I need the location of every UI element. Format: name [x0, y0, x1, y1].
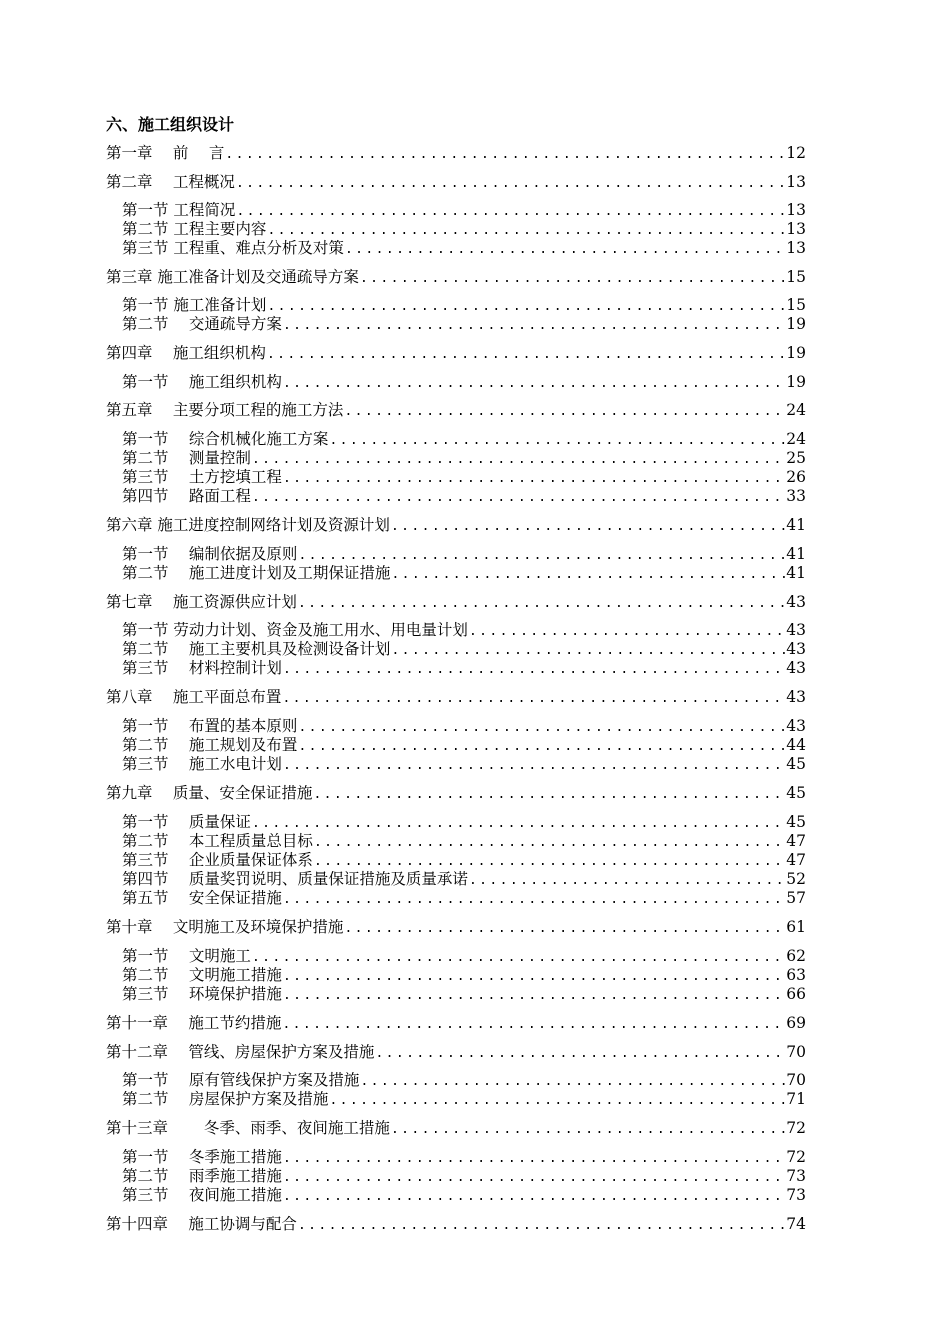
toc-section-entry[interactable] — [122, 1089, 806, 1109]
toc-entry-label: 第一节 布置的基本原则 — [122, 717, 298, 735]
toc-chapter-entry[interactable] — [106, 172, 806, 192]
toc-page-number: 15 — [786, 296, 806, 314]
toc-entry-label: 第二节 本工程质量总目标 — [122, 832, 313, 850]
toc-section-entry[interactable] — [122, 563, 806, 583]
toc-page-number: 72 — [786, 1119, 806, 1137]
toc-page-number: 73 — [786, 1186, 806, 1204]
toc-entry-label: 第三节 土方挖填工程 — [122, 468, 282, 486]
toc-section-entry[interactable] — [122, 850, 806, 870]
toc-entry-label: 第一章 前 言 — [106, 144, 225, 162]
toc-chapter-entry[interactable] — [106, 917, 806, 937]
toc-page-number: 43 — [786, 593, 806, 611]
toc-section-entry[interactable] — [122, 372, 806, 392]
toc-page-number: 25 — [786, 449, 806, 467]
toc-entry-label: 第十三章 冬季、雨季、夜间施工措施 — [106, 1119, 390, 1137]
toc-entry-label: 第十章 文明施工及环境保护措施 — [106, 918, 344, 936]
dot-leader — [283, 1187, 785, 1207]
toc-page-number: 45 — [786, 784, 806, 802]
toc-page-number: 13 — [786, 239, 806, 257]
toc-page-number: 41 — [786, 545, 806, 563]
toc-entry-label: 第一节 施工组织机构 — [122, 373, 282, 391]
dot-leader — [375, 1044, 785, 1064]
toc-chapter-entry[interactable] — [106, 515, 806, 535]
toc-section-entry[interactable] — [122, 448, 806, 468]
toc-section-entry[interactable] — [122, 965, 806, 985]
toc-section-entry[interactable] — [122, 1147, 806, 1167]
toc-page-number: 47 — [786, 851, 806, 869]
toc-chapter-entry[interactable] — [106, 1214, 806, 1234]
toc-entry-label: 第五章 主要分项工程的施工方法 — [106, 401, 344, 419]
toc-entry-label: 第三节 施工水电计划 — [122, 755, 282, 773]
toc-chapter-entry[interactable] — [106, 1042, 806, 1062]
toc-chapter-entry[interactable] — [106, 592, 806, 612]
toc-heading: 六、施工组织设计 — [106, 115, 235, 134]
toc-section-entry[interactable] — [122, 1185, 806, 1205]
toc-section-entry[interactable] — [122, 1070, 806, 1090]
toc-section-entry[interactable] — [122, 486, 806, 506]
toc-section-entry[interactable] — [122, 620, 806, 640]
toc-page-number: 43 — [786, 717, 806, 735]
toc-section-entry[interactable] — [122, 1166, 806, 1186]
toc-entry-label: 第十二章 管线、房屋保护方案及措施 — [106, 1043, 375, 1061]
toc-chapter-entry[interactable] — [106, 1118, 806, 1138]
dot-leader — [344, 402, 785, 422]
toc-entry-label: 第二节 施工进度计划及工期保证措施 — [122, 564, 391, 582]
toc-page-number: 43 — [786, 640, 806, 658]
toc-page-number: 44 — [786, 736, 806, 754]
toc-entry-label: 第二节 施工规划及布置 — [122, 736, 298, 754]
toc-section-entry[interactable] — [122, 200, 806, 220]
toc-page-number: 57 — [786, 889, 806, 907]
toc-page-number: 15 — [786, 268, 806, 286]
toc-section-entry[interactable] — [122, 812, 806, 832]
toc-page-number: 43 — [786, 659, 806, 677]
toc-entry-label: 第二节 施工主要机具及检测设备计划 — [122, 640, 391, 658]
toc-entry-label: 第四节 质量奖罚说明、质量保证措施及质量承诺 — [122, 870, 468, 888]
toc-entry-label: 第二节 房屋保护方案及措施 — [122, 1090, 329, 1108]
toc-chapter-entry[interactable] — [106, 1013, 806, 1033]
toc-page-number: 61 — [786, 918, 806, 936]
toc-entry-label: 第一节 冬季施工措施 — [122, 1148, 282, 1166]
dot-leader — [298, 594, 785, 614]
toc-chapter-entry[interactable] — [106, 400, 806, 420]
dot-leader — [391, 517, 785, 537]
toc-page-number: 45 — [786, 755, 806, 773]
toc-page-number: 24 — [786, 430, 806, 448]
toc-page-number: 26 — [786, 468, 806, 486]
toc-page-number: 43 — [786, 688, 806, 706]
toc-page-number: 19 — [786, 373, 806, 391]
toc-entry-label: 第十四章 施工协调与配合 — [106, 1215, 297, 1233]
toc-section-entry[interactable] — [122, 639, 806, 659]
dot-leader — [283, 890, 785, 910]
dot-leader — [252, 488, 785, 508]
toc-page-number: 66 — [786, 985, 806, 1003]
toc-page-number: 19 — [786, 315, 806, 333]
toc-section-entry[interactable] — [122, 544, 806, 564]
toc-page-number: 12 — [786, 144, 806, 162]
toc-section-entry[interactable] — [122, 716, 806, 736]
dot-leader — [391, 565, 785, 585]
toc-entry-label: 第二节 交通疏导方案 — [122, 315, 282, 333]
toc-page-number: 45 — [786, 813, 806, 831]
toc-entry-label: 第一节 质量保证 — [122, 813, 251, 831]
toc-chapter-entry[interactable] — [106, 143, 806, 163]
toc-entry-label: 第三节 企业质量保证体系 — [122, 851, 313, 869]
toc-entry-label: 第四章 施工组织机构 — [106, 344, 266, 362]
toc-page-number: 52 — [786, 870, 806, 888]
dot-leader — [391, 1120, 785, 1140]
dot-leader — [282, 689, 785, 709]
toc-section-entry[interactable] — [122, 429, 806, 449]
toc-section-entry[interactable] — [122, 238, 806, 258]
toc-entry-label: 第二节 工程主要内容 — [122, 220, 267, 238]
toc-page-number: 47 — [786, 832, 806, 850]
toc-entry-label: 第一节 劳动力计划、资金及施工用水、用电量计划 — [122, 621, 468, 639]
toc-page-number: 74 — [786, 1215, 806, 1233]
toc-section-entry[interactable] — [122, 467, 806, 487]
toc-entry-label: 第三节 夜间施工措施 — [122, 1186, 282, 1204]
dot-leader — [225, 145, 785, 165]
dot-leader — [329, 1091, 785, 1111]
toc-page-number: 41 — [786, 564, 806, 582]
toc-entry-label: 第二节 测量控制 — [122, 449, 251, 467]
toc-section-entry[interactable] — [122, 754, 806, 774]
toc-chapter-entry[interactable] — [106, 783, 806, 803]
toc-page-number: 13 — [786, 220, 806, 238]
toc-section-entry[interactable] — [122, 888, 806, 908]
toc-page-number: 41 — [786, 516, 806, 534]
toc-page-number: 70 — [786, 1043, 806, 1061]
dot-leader — [298, 1216, 785, 1236]
toc-page-number: 73 — [786, 1167, 806, 1185]
toc-page-number: 62 — [786, 947, 806, 965]
toc-entry-label: 第二章 工程概况 — [106, 173, 235, 191]
dot-leader — [283, 660, 785, 680]
dot-leader — [236, 174, 785, 194]
dot-leader — [282, 1015, 785, 1035]
toc-entry-label: 第一节 编制依据及原则 — [122, 545, 298, 563]
toc-page-number: 63 — [786, 966, 806, 984]
dot-leader — [267, 345, 785, 365]
toc-entry-label: 第三节 环境保护措施 — [122, 985, 282, 1003]
dot-leader — [283, 374, 785, 394]
toc-chapter-entry[interactable] — [106, 343, 806, 363]
dot-leader — [360, 269, 785, 289]
toc-entry-label: 第五节 安全保证措施 — [122, 889, 282, 907]
toc-page-number: 72 — [786, 1148, 806, 1166]
toc-entry-label: 第一节 工程简况 — [122, 201, 236, 219]
toc-entry-label: 第三节 工程重、难点分析及对策 — [122, 239, 344, 257]
toc-entry-label: 第二节 雨季施工措施 — [122, 1167, 282, 1185]
dot-leader — [283, 316, 785, 336]
toc-page-number: 71 — [786, 1090, 806, 1108]
toc-entry-label: 第一节 综合机械化施工方案 — [122, 430, 329, 448]
dot-leader — [345, 240, 785, 260]
toc-section-entry[interactable] — [122, 984, 806, 1004]
toc-section-entry[interactable] — [122, 735, 806, 755]
toc-entry-label: 第六章 施工进度控制网络计划及资源计划 — [106, 516, 390, 534]
toc-section-entry[interactable] — [122, 869, 806, 889]
toc-section-entry[interactable] — [122, 295, 806, 315]
toc-page-number: 70 — [786, 1071, 806, 1089]
toc-section-entry[interactable] — [122, 314, 806, 334]
toc-entry-label: 第一节 原有管线保护方案及措施 — [122, 1071, 360, 1089]
dot-leader — [283, 756, 785, 776]
toc-section-entry[interactable] — [122, 219, 806, 239]
toc-entry-label: 第七章 施工资源供应计划 — [106, 593, 297, 611]
toc-chapter-entry[interactable] — [106, 687, 806, 707]
toc-entry-label: 第二节 文明施工措施 — [122, 966, 282, 984]
toc-entry-label: 第八章 施工平面总布置 — [106, 688, 282, 706]
toc-page-number: 13 — [786, 173, 806, 191]
toc-page-number: 13 — [786, 201, 806, 219]
toc-entry-label: 第一节 施工准备计划 — [122, 296, 267, 314]
toc-chapter-entry[interactable] — [106, 267, 806, 287]
toc-page-number: 24 — [786, 401, 806, 419]
toc-section-entry[interactable] — [122, 831, 806, 851]
toc-entry-label: 第十一章 施工节约措施 — [106, 1014, 282, 1032]
toc-entry-label: 第一节 文明施工 — [122, 947, 251, 965]
toc-page-number: 43 — [786, 621, 806, 639]
toc-page-number: 69 — [786, 1014, 806, 1032]
toc-page-number: 19 — [786, 344, 806, 362]
toc-section-entry[interactable] — [122, 946, 806, 966]
toc-entry-label: 第九章 质量、安全保证措施 — [106, 784, 313, 802]
toc-entry-label: 第三章 施工准备计划及交通疏导方案 — [106, 268, 359, 286]
dot-leader — [313, 785, 785, 805]
toc-entry-label: 第三节 材料控制计划 — [122, 659, 282, 677]
dot-leader — [283, 986, 785, 1006]
dot-leader — [344, 919, 785, 939]
toc-section-entry[interactable] — [122, 658, 806, 678]
toc-page-number: 33 — [786, 487, 806, 505]
toc-entry-label: 第四节 路面工程 — [122, 487, 251, 505]
